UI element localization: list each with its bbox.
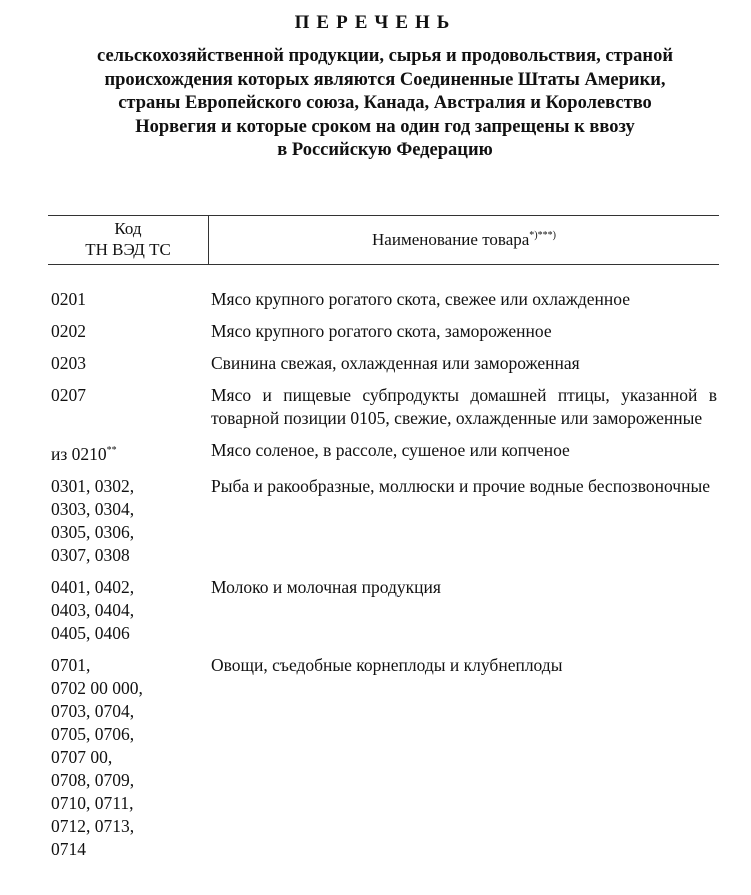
row-code <box>51 320 211 343</box>
subtitle-line: страны Европейского союза, Канада, Австралия и Королевство <box>118 93 652 113</box>
row-name: Мясо крупного рогатого скота, замороженное <box>211 321 552 341</box>
row-code-line: 0303, 0304, <box>51 499 135 519</box>
header-code <box>48 218 208 260</box>
row-code-line: 0301, 0302, <box>51 476 135 496</box>
table-row <box>51 384 719 430</box>
header-name-label: Наименование товара <box>372 230 530 249</box>
row-code-line: 0307, 0308 <box>51 545 130 565</box>
row-name: Мясо и пищевые субпродукты домашней птицы, указанной в товарной позиции 0105, свежие, охлажденные или замороженные <box>211 385 717 428</box>
header-name-note: *)***) <box>529 230 556 241</box>
row-code-line: 0405, 0406 <box>51 623 130 643</box>
table-row <box>51 352 719 375</box>
row-code-line: 0403, 0404, <box>51 600 135 620</box>
header-name <box>209 230 719 250</box>
table-row <box>51 654 719 861</box>
row-code <box>51 384 211 430</box>
row-code-line: 0714 <box>51 839 86 859</box>
row-code <box>51 654 211 861</box>
table-row <box>51 288 719 311</box>
row-name: Мясо соленое, в рассоле, сушеное или копченое <box>211 440 570 460</box>
subtitle-line: в Российскую Федерацию <box>277 140 493 160</box>
table-top-rule <box>48 215 719 216</box>
subtitle-line: сельскохозяйственной продукции, сырья и продовольствия, страной <box>97 46 673 66</box>
table-body <box>51 288 719 870</box>
row-code-line: 0202 <box>51 321 86 341</box>
row-code-line: 0207 <box>51 385 86 405</box>
row-name: Свинина свежая, охлажденная или замороженная <box>211 353 580 373</box>
row-name: Молоко и молочная продукция <box>211 577 441 597</box>
row-code <box>51 475 211 567</box>
row-code-line: 0701, <box>51 655 91 675</box>
row-code-line: 0401, 0402, <box>51 577 135 597</box>
table-row <box>51 439 719 466</box>
row-code-line: 0203 <box>51 353 86 373</box>
table-row <box>51 320 719 343</box>
subtitle-line: происхождения которых являются Соединенные Штаты Америки, <box>104 69 666 90</box>
row-code <box>51 439 211 466</box>
row-code <box>51 288 211 311</box>
subtitle-line: Норвегия и которые сроком на один год запрещены к ввозу <box>135 116 635 137</box>
row-code-line: 0705, 0706, <box>51 724 135 744</box>
header-code-line: ТН ВЭД ТС <box>85 240 171 259</box>
row-name: Мясо крупного рогатого скота, свежее или охлажденное <box>211 289 631 309</box>
header-code-line: Код <box>114 219 142 238</box>
row-code <box>51 576 211 645</box>
row-name: Рыба и ракообразные, моллюски и прочие водные беспозвоночные <box>211 476 710 496</box>
row-code-line: 0710, 0711, <box>51 793 134 813</box>
row-code-line: 0702 00 000, <box>51 678 143 698</box>
row-code-line: 0201 <box>51 289 86 309</box>
row-name: Овощи, съедобные корнеплоды и клубнеплоды <box>211 655 563 675</box>
document-subtitle <box>60 45 710 163</box>
table-header-rule <box>48 264 719 265</box>
table-row <box>51 475 719 567</box>
row-code-line: 0708, 0709, <box>51 770 135 790</box>
row-code-line: 0707 00, <box>51 747 113 767</box>
row-code-line: 0712, 0713, <box>51 816 135 836</box>
row-code-note: ** <box>106 445 117 456</box>
table-row <box>51 576 719 645</box>
row-code-line: из 0210 <box>51 444 107 464</box>
row-code-line: 0305, 0306, <box>51 522 135 542</box>
row-code <box>51 352 211 375</box>
row-code-line: 0703, 0704, <box>51 701 135 721</box>
document-title: ПЕРЕЧЕНЬ <box>294 12 457 33</box>
